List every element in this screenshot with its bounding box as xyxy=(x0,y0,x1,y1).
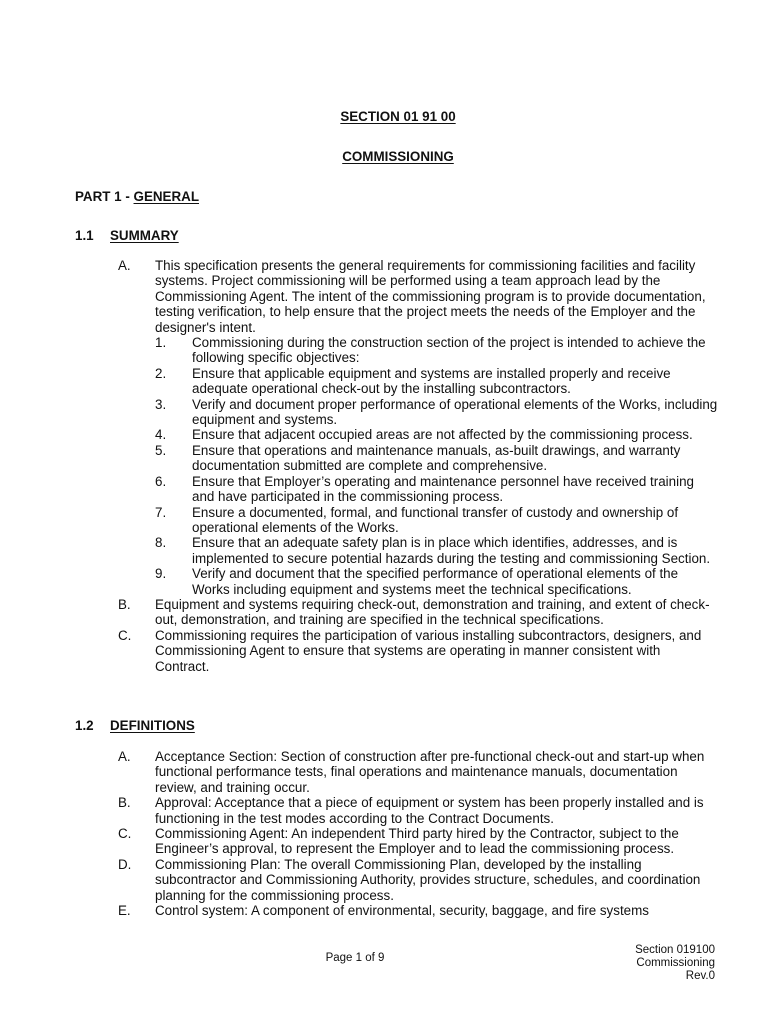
sub-item-marker: 8. xyxy=(155,535,167,551)
part-heading xyxy=(75,189,199,204)
item-text: This specification presents the general requirements for commissioning facilities and facility systems. Project commissioning will be performed using a team approach lead by the Commissioning Agent. The intent of the commissioning program is to provide documentation, testing verification, to help ensure that the project meets the needs of the Employer and the designer's intent. xyxy=(155,258,706,335)
document-title xyxy=(0,149,768,164)
sub-item-marker: 4. xyxy=(155,427,167,443)
sub-item-text: Verify and document that the specified performance of operational elements of the Works including equipment and systems meet the technical specifications. xyxy=(192,566,679,597)
item-text: Control system: A component of environmental, security, baggage, and fire systems xyxy=(155,903,649,919)
sub-item-marker: 5. xyxy=(155,442,167,458)
item-marker: A. xyxy=(118,749,131,764)
sub-list-item xyxy=(118,535,718,566)
summary-list xyxy=(118,258,718,674)
sub-item-marker: 7. xyxy=(155,504,167,520)
section-title: DEFINITIONS xyxy=(110,718,195,733)
section-heading-summary xyxy=(75,228,179,243)
sub-list-item xyxy=(118,427,718,442)
list-item xyxy=(118,597,718,628)
list-item xyxy=(118,749,718,795)
list-item xyxy=(118,795,718,826)
section-title: SUMMARY xyxy=(110,228,179,243)
sub-item-text: Ensure that an adequate safety plan is in place which identifies, addresses, and is implemented to secure potential hazards during the testing and commissioning Section. xyxy=(192,535,711,566)
document-title-text: COMMISSIONING xyxy=(342,149,454,164)
item-marker: C. xyxy=(118,627,132,643)
section-heading-definitions xyxy=(75,718,195,733)
item-text: Commissioning requires the participation of various installing subcontractors, designers, and Commissioning Agent to ensure that systems are operating in manner consistent with Contract. xyxy=(155,627,702,674)
sub-item-marker: 3. xyxy=(155,396,167,412)
section-number-title xyxy=(0,109,768,124)
sub-list-item xyxy=(118,443,718,474)
footer-section-info xyxy=(635,944,715,983)
item-marker: D. xyxy=(118,856,132,872)
item-text: Equipment and systems requiring check-out, demonstration and training, and extent of check-out, demonstration, and training are specified in the technical specifications. xyxy=(155,596,710,628)
part-prefix: PART 1 - xyxy=(75,189,134,204)
definitions-list xyxy=(118,749,718,918)
list-item xyxy=(118,903,718,918)
section-number: 1.2 xyxy=(75,718,94,733)
sub-item-text: Ensure that Employer’s operating and maintenance personnel have received training and have participated in the commissioning process. xyxy=(192,473,694,505)
sub-list-item xyxy=(118,566,718,597)
list-item xyxy=(118,258,718,335)
item-text: Commissioning Plan: The overall Commissioning Plan, developed by the installing subcontractor and Commissioning Authority, provides structure, schedules, and coordination planning for the commissioning process. xyxy=(155,856,701,903)
sub-list-item xyxy=(118,397,718,428)
footer-section: Section 019100 xyxy=(635,944,715,956)
sub-item-text: Ensure that operations and maintenance manuals, as-built drawings, and warranty documentation submitted are complete and comprehensive. xyxy=(192,442,681,474)
item-marker: C. xyxy=(118,826,132,842)
section-number: 1.1 xyxy=(75,228,94,243)
item-text: Commissioning Agent: An independent Third party hired by the Contractor, subject to the Engineer’s approval, to represent the Employer and to lead the commissioning process. xyxy=(155,826,679,857)
sub-item-marker: 1. xyxy=(155,335,167,351)
sub-item-marker: 9. xyxy=(155,566,167,582)
footer-name: Commissioning xyxy=(636,957,715,969)
sub-item-text: Ensure a documented, formal, and functional transfer of custody and ownership of operational elements of the Works. xyxy=(192,504,679,535)
sub-item-marker: 6. xyxy=(155,473,167,489)
sub-item-text: Ensure that applicable equipment and systems are installed properly and receive adequate operational check-out by the installing subcontractors. xyxy=(192,365,671,397)
item-marker: B. xyxy=(118,795,131,811)
sub-item-marker: 2. xyxy=(155,365,167,381)
section-number-text: SECTION 01 91 00 xyxy=(340,109,456,124)
sub-item-text: Ensure that adjacent occupied areas are not affected by the commissioning process. xyxy=(192,427,693,443)
item-marker: A. xyxy=(118,258,131,273)
sub-list-item xyxy=(118,474,718,505)
list-item xyxy=(118,857,718,903)
footer-revision: Rev.0 xyxy=(685,970,715,982)
sub-list-item xyxy=(118,335,718,366)
part-title: GENERAL xyxy=(133,189,200,204)
item-text: Acceptance Section: Section of construction after pre-functional check-out and start-up when functional performance tests, final operations and maintenance manuals, documentation review, and training occur. xyxy=(155,749,705,795)
sub-item-text: Commissioning during the construction section of the project is intended to achieve the following specific objectives: xyxy=(192,335,706,366)
list-item xyxy=(118,628,718,674)
sub-list-item xyxy=(118,366,718,397)
page-number: Page 1 of 9 xyxy=(325,952,385,964)
item-marker: E. xyxy=(118,903,131,919)
item-text: Approval: Acceptance that a piece of equipment or system has been properly installed and is functioning in the test modes according to the Contract Documents. xyxy=(155,795,704,826)
item-marker: B. xyxy=(118,596,131,612)
list-item xyxy=(118,826,718,857)
sub-item-text: Verify and document proper performance of operational elements of the Works, including equipment and systems. xyxy=(192,396,718,428)
sub-list-item xyxy=(118,505,718,536)
